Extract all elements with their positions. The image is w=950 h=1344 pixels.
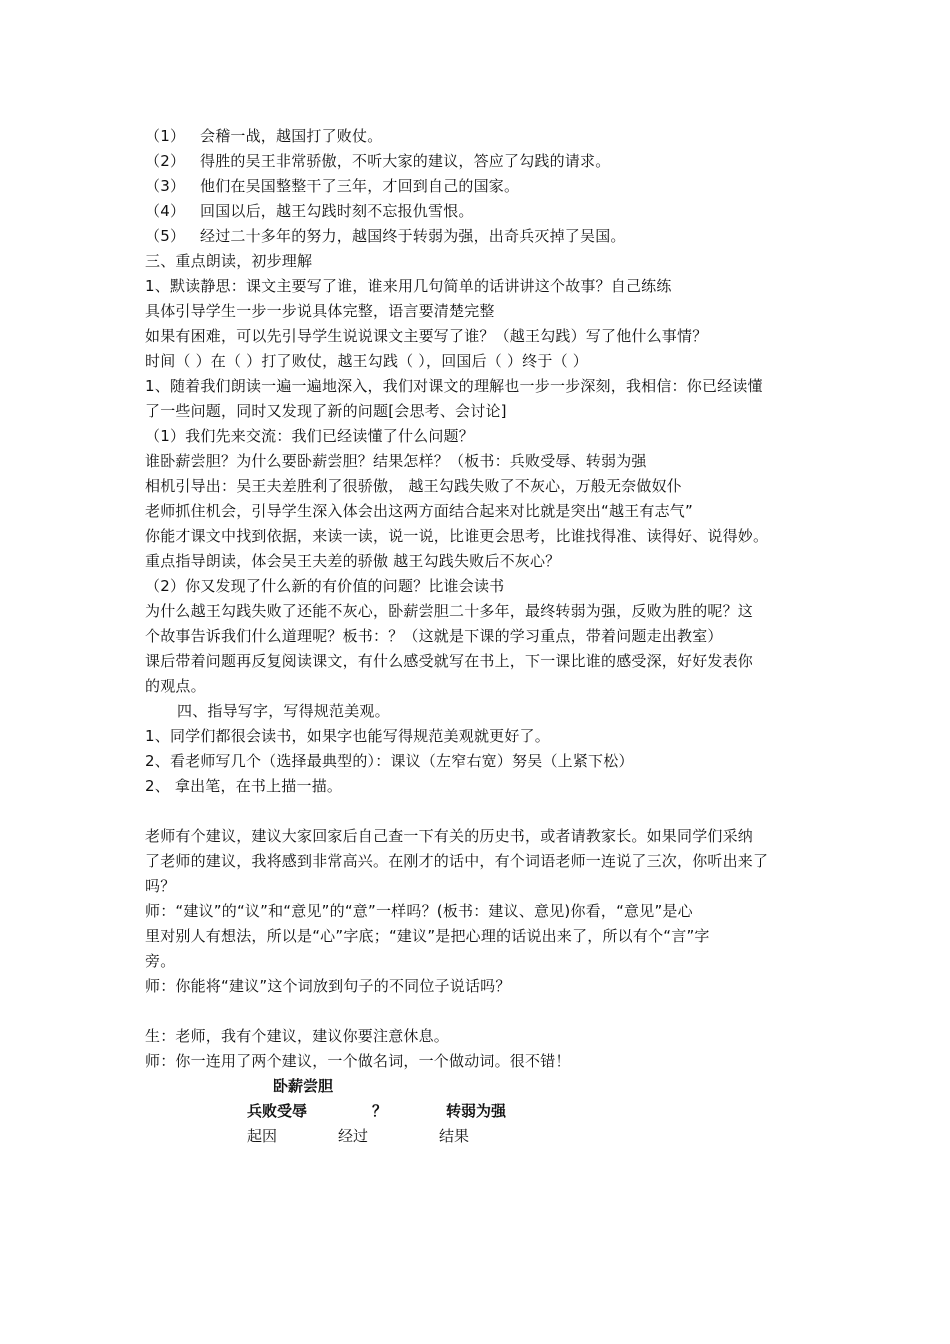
text-line: 里对别人有想法，所以是“心”字底；“建议”是把心理的话说出来了，所以有个“言”字	[145, 927, 710, 945]
text-line: 谁卧薪尝胆？为什么要卧薪尝胆？结果怎样？（板书：兵败受辱、转弱为强	[145, 452, 647, 470]
text-line: 生：老师，我有个建议，建议你要注意休息。	[145, 1027, 450, 1045]
text-line: 2、看老师写几个（选择最典型的）：课议（左窄右宽）努吴（上紧下松）	[145, 752, 634, 770]
board-label-process: 经过	[338, 1127, 369, 1145]
text-line: 相机引导出：吴王夫差胜利了很骄傲， 越王勾践失败了不灰心，万般无奈做奴仆	[145, 477, 682, 495]
board-result: 转弱为强	[446, 1102, 507, 1120]
text-line: 1、默读静思：课文主要写了谁，谁来用几句简单的话讲讲这个故事？自己练练	[145, 277, 672, 295]
text-line: 老师抓住机会，引导学生深入体会出这两方面结合起来对比就是突出“越王有志气”	[145, 502, 693, 520]
sentence-1: （1） 会稽一战，越国打了败仗。	[145, 127, 383, 145]
text-line: （1）我们先来交流：我们已经读懂了什么问题？	[145, 427, 474, 445]
sentence-2: （2） 得胜的吴王非常骄傲，不听大家的建议，答应了勾践的请求。	[145, 152, 611, 170]
text-line: 时间（ ）在（ ）打了败仗，越王勾践（ ），回国后（ ）终于（ ）	[145, 352, 588, 370]
board-label-cause: 起因	[247, 1127, 278, 1145]
text-line: 重点指导朗读，体会吴王夫差的骄傲 越王勾践失败后不灰心？	[145, 552, 561, 570]
board-question: ？	[372, 1102, 388, 1120]
text-line: 了老师的建议，我将感到非常高兴。在刚才的话中，有个词语老师一连说了三次，你听出来了	[145, 852, 769, 870]
section3-heading: 三、重点朗读，初步理解	[145, 252, 313, 270]
text-line: 个故事告诉我们什么道理呢？板书：？（这就是下课的学习重点，带着问题走出教室）	[145, 627, 723, 645]
sentence-5: （5） 经过二十多年的努力，越国终于转弱为强，出奇兵灭掉了吴国。	[145, 227, 626, 245]
board-label-result: 结果	[439, 1127, 470, 1145]
text-line: 2、 拿出笔，在书上描一描。	[145, 777, 343, 795]
text-line: 1、同学们都很会读书，如果字也能写得规范美观就更好了。	[145, 727, 550, 745]
text-line: 如果有困难，可以先引导学生说说课文主要写了谁？（越王勾践）写了他什么事情？	[145, 327, 708, 345]
text-line: 课后带着问题再反复阅读课文，有什么感受就写在书上，下一课比谁的感受深，好好发表你	[145, 652, 754, 670]
text-line: 为什么越王勾践失败了还能不灰心，卧薪尝胆二十多年，最终转弱为强，反败为胜的呢？这	[145, 602, 754, 620]
text-line: 师：你能将“建议”这个词放到句子的不同位子说话吗？	[145, 977, 511, 995]
text-line: 师：“建议”的“议”和“意见”的“意”一样吗？(板书：建议、意见)你看，“意见”是心	[145, 902, 693, 920]
text-line: 你能才课文中找到依据，来读一读，说一说，比谁更会思考，比谁找得准、读得好、说得妙。	[145, 527, 769, 545]
text-line: 具体引导学生一步一步说具体完整，语言要清楚完整	[145, 302, 495, 320]
text-line: 的观点。	[145, 677, 206, 695]
text-line: 旁。	[145, 952, 176, 970]
board-cause: 兵败受辱	[247, 1102, 308, 1120]
text-line: 1、随着我们朗读一遍一遍地深入，我们对课文的理解也一步一步深刻，我相信：你已经读懂	[145, 377, 763, 395]
section4-heading: 四、指导写字，写得规范美观。	[177, 702, 390, 720]
sentence-3: （3） 他们在吴国整整干了三年，才回到自己的国家。	[145, 177, 520, 195]
board-title: 卧薪尝胆	[273, 1077, 334, 1095]
text-line: 师：你一连用了两个建议，一个做名词，一个做动词。很不错！	[145, 1052, 571, 1070]
sentence-4: （4） 回国以后，越王勾践时刻不忘报仇雪恨。	[145, 202, 474, 220]
text-line: 了一些问题，同时又发现了新的问题[会思考、会讨论]	[145, 402, 507, 420]
text-line: 吗？	[145, 877, 176, 895]
text-line: 老师有个建议，建议大家回家后自己查一下有关的历史书，或者请教家长。如果同学们采纳	[145, 827, 754, 845]
text-line: （2）你又发现了什么新的有价值的问题？比谁会读书	[145, 577, 505, 595]
